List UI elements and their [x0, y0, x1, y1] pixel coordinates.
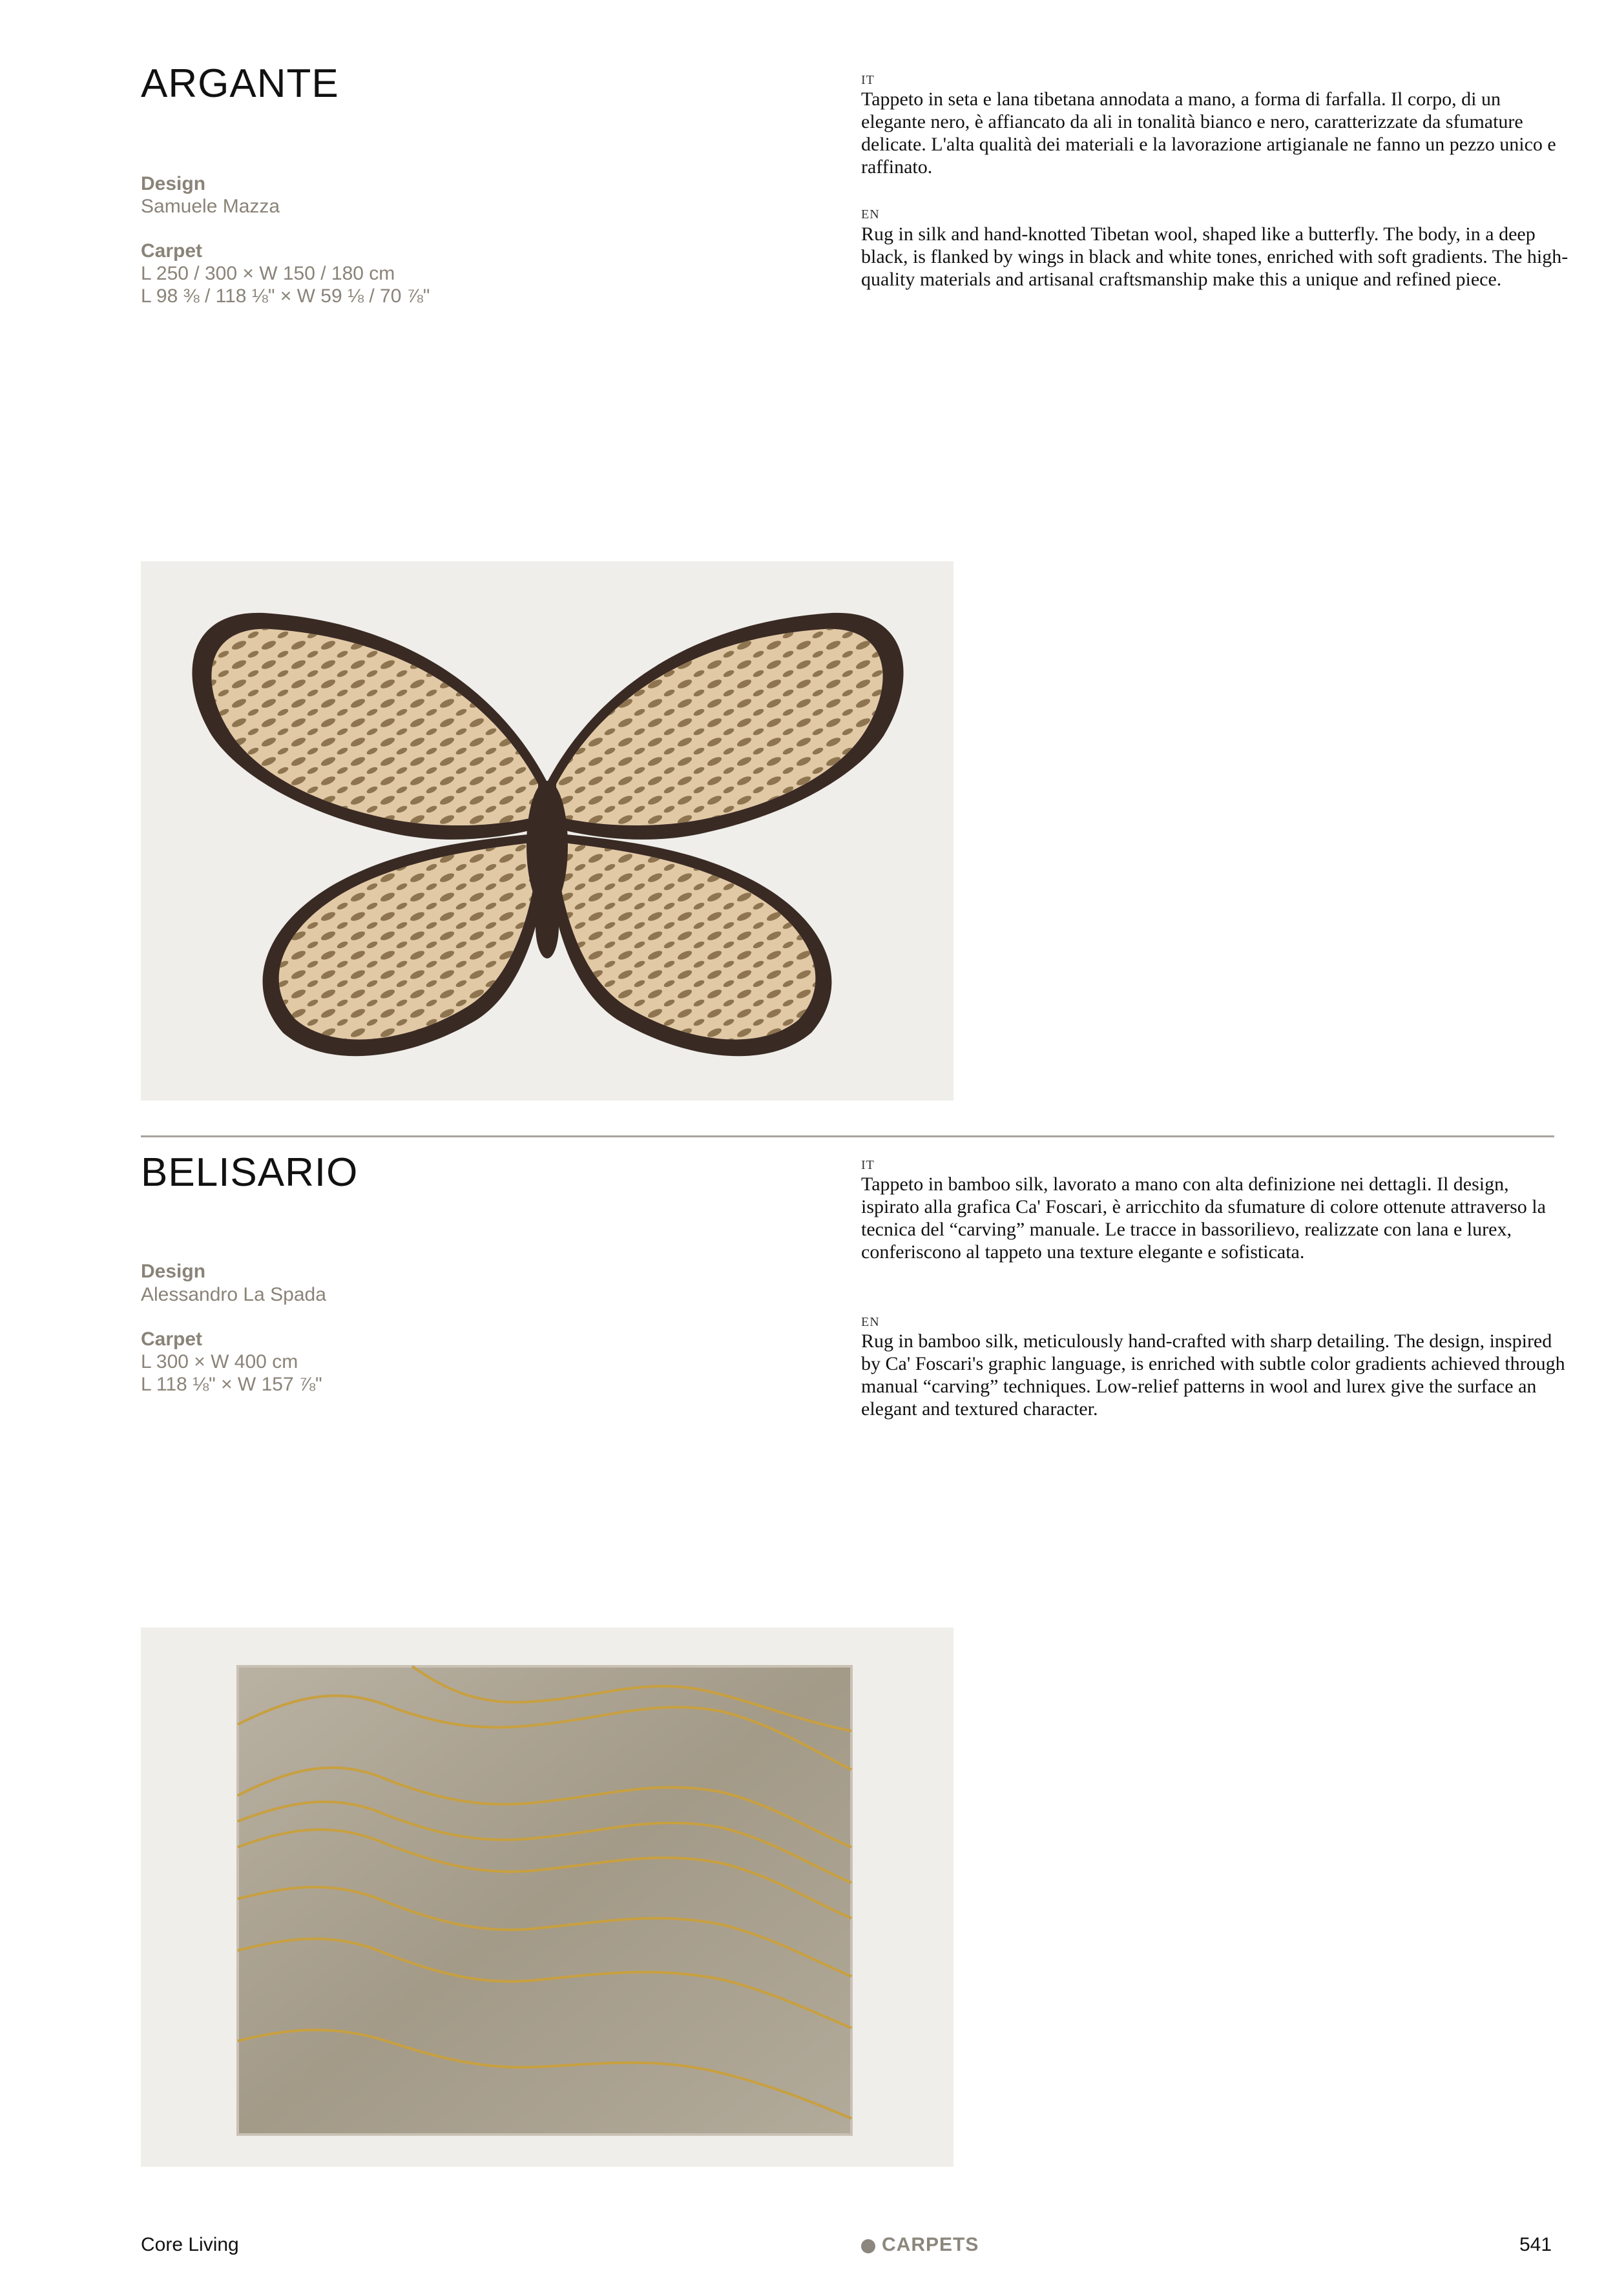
carpet-label: Carpet: [141, 240, 203, 262]
section-divider: [141, 1135, 1554, 1137]
design-label: Design: [141, 173, 206, 194]
carpet-label: Carpet: [141, 1329, 203, 1350]
dimensions-inches: L 118 ⅛" × W 157 ⅞": [141, 1374, 322, 1395]
footer-category: [861, 2234, 979, 2256]
designer-name: Alessandro La Spada: [141, 1284, 326, 1305]
description-it: Tappeto in bamboo silk, lavorato a mano con alta definizione nei dettagli. Il design, ispirato alla grafica Ca' Foscari, è arricchito da sfumature di colore ottenute attraverso la tecnica del “carving” manuale. Le tracce in bassorilievo, realizzate con lana e lurex, conferiscono al tappeto una texture elegante e sofisticata.: [861, 1174, 1546, 1263]
design-label: Design: [141, 1261, 206, 1282]
designer-name: Samuele Mazza: [141, 196, 280, 217]
footer-category-label: CARPETS: [882, 2234, 979, 2255]
description-en: Rug in bamboo silk, meticulously hand-crafted with sharp detailing. The design, inspired by Ca' Foscari's graphic language, is enriched with subtle color gradients achieved through manual “carving” techniques. Low-relief patterns in wool and lurex give the surface an elegant and textured character.: [861, 1330, 1565, 1420]
product-photo-butterfly-rug: [141, 561, 953, 1101]
category-dot-icon: [861, 2239, 875, 2253]
lang-label-en: EN: [861, 207, 880, 222]
lang-label-en: EN: [861, 1315, 880, 1329]
product-title-argante: ARGANTE: [141, 61, 339, 106]
footer-brand: Core Living: [141, 2234, 239, 2255]
rectangular-rug-illustration: [141, 1628, 953, 2167]
product-photo-rectangular-rug: [141, 1628, 953, 2167]
lang-label-it: IT: [861, 1158, 875, 1172]
product-title-belisario: BELISARIO: [141, 1150, 359, 1195]
butterfly-rug-illustration: [141, 561, 953, 1101]
dimensions-cm: L 300 × W 400 cm: [141, 1351, 298, 1372]
dimensions-inches: L 98 ⅜ / 118 ⅛" × W 59 ⅛ / 70 ⅞": [141, 285, 430, 307]
description-it: Tappeto in seta e lana tibetana annodata a mano, a forma di farfalla. Il corpo, di un elegante nero, è affiancato da ali in tonalità bianco e nero, caratterizzate da sfumature delicate. L'alta qualità dei materiali e la lavorazione artigianale ne fanno un pezzo unico e raffinato.: [861, 88, 1556, 178]
lang-label-it: IT: [861, 73, 875, 87]
page-number: 541: [1519, 2234, 1552, 2255]
description-en: Rug in silk and hand-knotted Tibetan wool, shaped like a butterfly. The body, in a deep black, is flanked by wings in black and white tones, enriched with soft gradients. The high-quality materials and artisanal craftsmanship make this a unique and refined piece.: [861, 223, 1568, 290]
dimensions-cm: L 250 / 300 × W 150 / 180 cm: [141, 263, 395, 284]
